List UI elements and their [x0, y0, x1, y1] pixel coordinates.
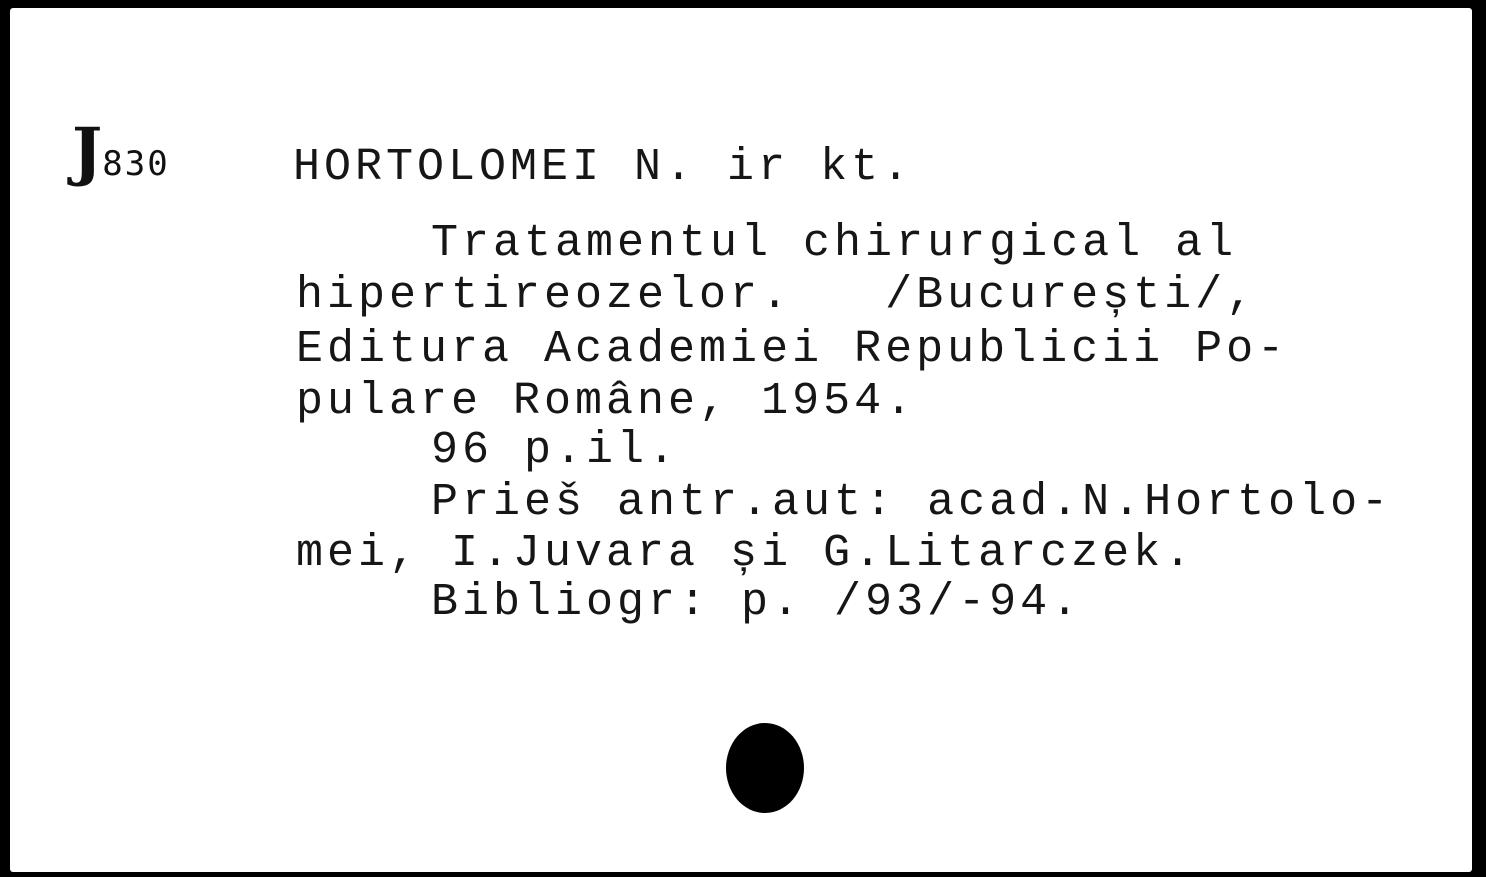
note-line-1: Prieš antr.aut: acad.N.Hortolo- — [431, 477, 1393, 528]
call-number-letter: J — [72, 114, 103, 189]
title-line-2: hipertireozelor. /București/, — [296, 270, 1258, 321]
card-punch-hole — [726, 723, 804, 813]
pagination-line: 96 p.il. — [431, 425, 680, 476]
call-number — [72, 114, 170, 189]
title-line-1: Tratamentul chirurgical al — [431, 218, 1238, 269]
publisher-line-2: pulare Române, 1954. — [296, 376, 917, 427]
bibliography-line: Bibliogr: p. /93/-94. — [431, 577, 1083, 628]
publisher-line-1: Editura Academiei Republicii Po- — [296, 324, 1289, 375]
catalog-card — [10, 8, 1472, 872]
note-line-2: mei, I.Juvara și G.Litarczek. — [296, 528, 1196, 579]
author-heading: HORTOLOMEI N. ir kt. — [293, 142, 914, 193]
call-number-digits: 830 — [102, 144, 170, 184]
